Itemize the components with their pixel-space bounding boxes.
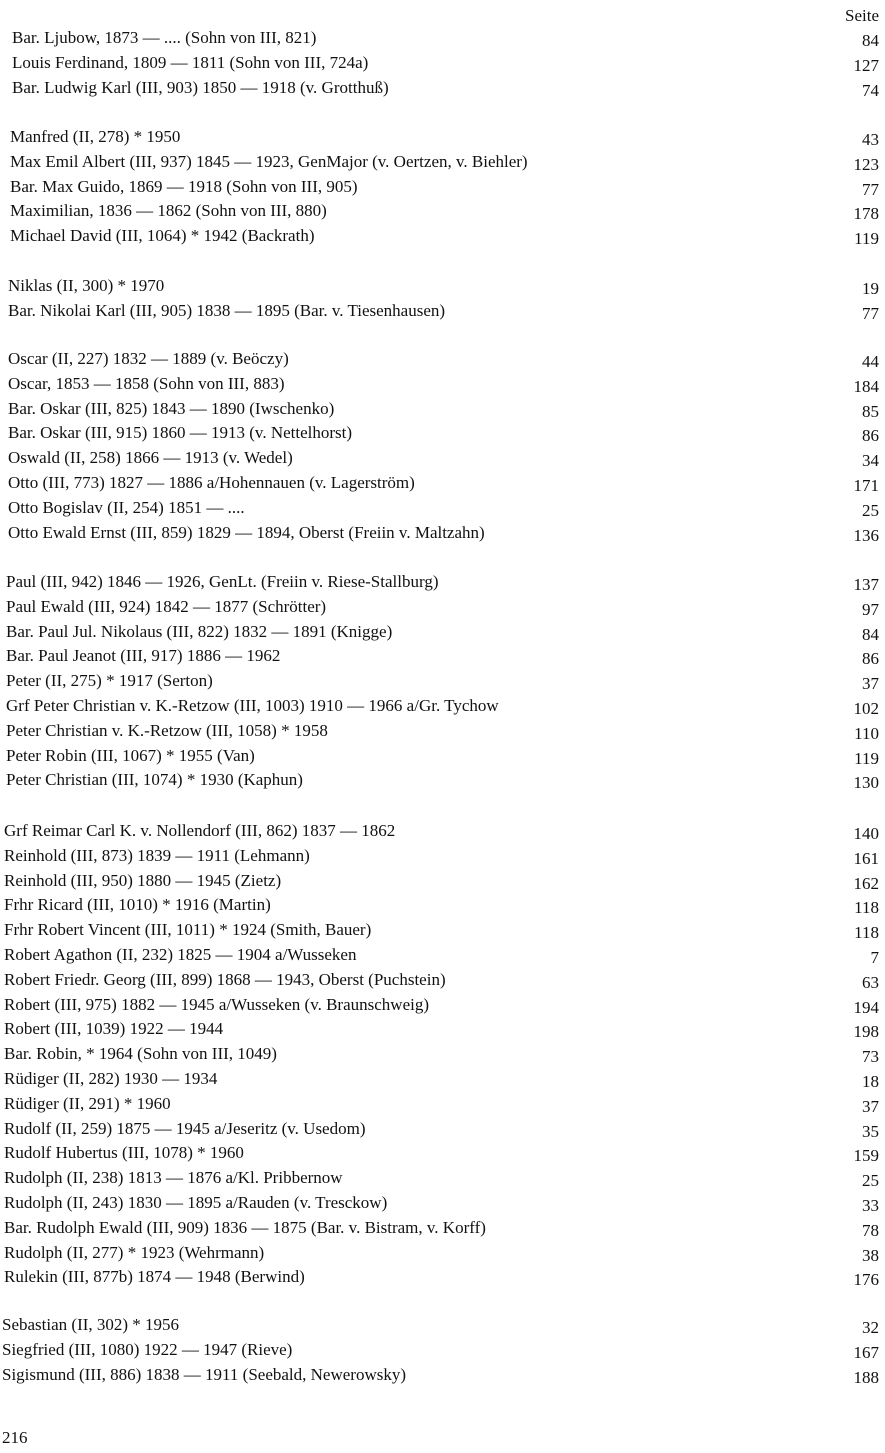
entry-text: Paul Ewald (III, 924) 1842 — 1877 (Schrötter) [6,596,327,616]
entry-text: Louis Ferdinand, 1809 — 1811 (Sohn von III, 724a) [12,52,369,72]
entry-text: Paul (III, 942) 1846 — 1926, GenLt. (Freiin v. Riese-Stallburg) [6,572,439,591]
entry-page-number: 159 [853,1146,879,1166]
index-entry [0,1363,885,1388]
entry-text: Oscar, 1853 — 1858 (Sohn von III, 883) [8,373,285,393]
index-group [0,26,885,100]
index-entry [0,1067,885,1092]
entry-page-number: 188 [853,1367,879,1387]
entry-text: Manfred (II, 278) * 1950 [10,127,181,146]
entry-page-number: 34 [862,451,879,471]
entry-text: Grf Reimar Carl K. v. Nollendorf (III, 862) 1837 — 1862 [4,821,396,840]
entry-page-number: 19 [862,279,879,298]
entry-page-number: 38 [862,1245,879,1265]
index-entry [0,819,885,844]
index-entry [0,1241,885,1266]
entry-text: Otto Bogislav (II, 254) 1851 — .... [8,497,245,517]
entry-text: Bar. Oskar (III, 915) 1860 — 1913 (v. Nettelhorst) [8,423,353,443]
entry-page-number: 7 [870,947,879,967]
entry-page-number: 161 [853,848,879,868]
index-group [0,819,885,1290]
entry-text: Rulekin (III, 877b) 1874 — 1948 (Berwind) [4,1267,305,1287]
entry-page-number: 118 [854,923,879,943]
entry-page-number: 78 [862,1220,879,1240]
entry-page-number: 140 [853,824,879,843]
index-entry [0,869,885,894]
index-entry [0,51,885,76]
entry-page-number: 127 [853,55,879,75]
entry-text: Grf Peter Christian v. K.-Retzow (III, 1003) 1910 — 1966 a/Gr. Tychow [6,695,499,715]
entry-text: Otto Ewald Ernst (III, 859) 1829 — 1894, Oberst (Freiin v. Maltzahn) [8,522,485,542]
entry-page-number: 86 [862,426,879,446]
entry-page-number: 176 [853,1270,879,1290]
index-entry [0,993,885,1018]
entry-text: Bar. Max Guido, 1869 — 1918 (Sohn von III, 905) [10,176,358,196]
index-entry [0,199,885,224]
index-entry [0,644,885,669]
index-entry [0,968,885,993]
entry-text: Frhr Ricard (III, 1010) * 1916 (Martin) [4,895,271,915]
entry-text: Bar. Rudolph Ewald (III, 909) 1836 — 1875 (Bar. v. Bistram, v. Korff) [4,1217,486,1237]
index-entry [0,1141,885,1166]
index-entry [0,1117,885,1142]
entry-text: Niklas (II, 300) * 1970 [8,276,165,295]
entry-page-number: 184 [853,376,879,396]
index-entry [0,150,885,175]
index-entry [0,1092,885,1117]
entry-page-number: 123 [853,154,879,174]
index-entry [0,299,885,324]
entry-page-number: 178 [853,204,879,224]
entry-page-number: 110 [854,723,879,743]
entry-text: Bar. Nikolai Karl (III, 905) 1838 — 1895 (Bar. v. Tiesenhausen) [8,300,446,320]
entry-page-number: 18 [862,1071,879,1091]
index-entry [0,496,885,521]
entry-page-number: 86 [862,649,879,669]
entry-text: Rudolf Hubertus (III, 1078) * 1960 [4,1143,244,1163]
entry-page-number: 119 [854,229,879,249]
entry-page-number: 37 [862,674,879,694]
entry-text: Reinhold (III, 873) 1839 — 1911 (Lehmann) [4,845,310,865]
entry-text: Bar. Ljubow, 1873 — .... (Sohn von III, 821) [12,28,317,47]
index-entry [0,397,885,422]
entry-page-number: 25 [862,1171,879,1191]
entry-page-number: 73 [862,1047,879,1067]
index-entry [0,620,885,645]
entry-text: Frhr Robert Vincent (III, 1011) * 1924 (Smith, Bauer) [4,920,372,940]
index-entry [0,372,885,397]
entry-text: Bar. Paul Jeanot (III, 917) 1886 — 1962 [6,646,281,666]
index-entry [0,893,885,918]
index-group [0,125,885,249]
entry-text: Reinhold (III, 950) 1880 — 1945 (Zietz) [4,870,282,890]
index-entry [0,1265,885,1290]
entry-page-number: 35 [862,1121,879,1141]
entry-page-number: 85 [862,401,879,421]
entry-text: Robert Agathon (II, 232) 1825 — 1904 a/Wusseken [4,944,357,964]
entry-text: Robert Friedr. Georg (III, 899) 1868 — 1943, Oberst (Puchstein) [4,969,446,989]
entry-text: Peter Christian v. K.-Retzow (III, 1058) * 1958 [6,720,328,740]
index-entry [0,744,885,769]
entry-text: Rudolph (II, 238) 1813 — 1876 a/Kl. Pribbernow [4,1168,343,1188]
index-entry [0,125,885,150]
index-entry [0,1042,885,1067]
index-entry [0,768,885,793]
entry-text: Peter Christian (III, 1074) * 1930 (Kaphun) [6,770,303,790]
entry-page-number: 84 [862,624,879,644]
entry-page-number: 136 [853,525,879,545]
entry-text: Bar. Paul Jul. Nikolaus (III, 822) 1832 — 1891 (Knigge) [6,621,393,641]
index-entry [0,274,885,299]
entry-page-number: 97 [862,599,879,619]
entry-text: Peter (II, 275) * 1917 (Serton) [6,671,213,691]
entry-page-number: 194 [853,997,879,1017]
entry-page-number: 63 [862,972,879,992]
entry-page-number: 119 [854,748,879,768]
entry-page-number: 198 [853,1022,879,1042]
entry-page-number: 25 [862,500,879,520]
index-entry [0,694,885,719]
index-entry [0,1338,885,1363]
index-entry [0,1313,885,1338]
page-number: 216 [2,1428,28,1447]
entry-text: Sigismund (III, 886) 1838 — 1911 (Seebald, Newerowsky) [2,1364,406,1384]
index-entry [0,943,885,968]
index-entry [0,570,885,595]
index-entry [0,421,885,446]
entry-text: Sebastian (II, 302) * 1956 [2,1315,180,1334]
entry-text: Robert (III, 975) 1882 — 1945 a/Wusseken (v. Braunschweig) [4,994,429,1014]
entry-text: Siegfried (III, 1080) 1922 — 1947 (Rieve) [2,1339,293,1359]
entry-page-number: 77 [862,303,879,323]
entry-text: Rudolph (II, 277) * 1923 (Wehrmann) [4,1242,265,1262]
index-entry [0,175,885,200]
entry-page-number: 84 [862,31,879,50]
index-entry [0,76,885,101]
entry-text: Rudolph (II, 243) 1830 — 1895 a/Rauden (v. Tresckow) [4,1192,388,1212]
entry-page-number: 74 [862,80,879,100]
entry-page-number: 33 [862,1195,879,1215]
entry-text: Oscar (II, 227) 1832 — 1889 (v. Beöczy) [8,349,289,368]
entry-text: Maximilian, 1836 — 1862 (Sohn von III, 880) [10,201,327,221]
index-entry [0,521,885,546]
entry-page-number: 37 [862,1096,879,1116]
index-entry [0,595,885,620]
entry-text: Bar. Robin, * 1964 (Sohn von III, 1049) [4,1044,277,1064]
index-entry [0,669,885,694]
index-entry [0,471,885,496]
entry-text: Otto (III, 773) 1827 — 1886 a/Hohennauen (v. Lagerström) [8,472,415,492]
index-group [0,570,885,793]
entry-text: Bar. Ludwig Karl (III, 903) 1850 — 1918 (v. Grotthuß) [12,77,389,97]
entry-page-number: 77 [862,179,879,199]
entry-page-number: 162 [853,873,879,893]
entry-text: Robert (III, 1039) 1922 — 1944 [4,1019,224,1039]
index-entry [0,1017,885,1042]
entry-page-number: 137 [853,575,879,594]
index-group [0,274,885,324]
entry-text: Rüdiger (II, 282) 1930 — 1934 [4,1068,218,1088]
entry-page-number: 171 [853,475,879,495]
index-group [0,347,885,545]
entry-text: Rüdiger (II, 291) * 1960 [4,1093,171,1113]
index-entry [0,844,885,869]
index-group [0,1313,885,1387]
index-entry [0,1216,885,1241]
index-entry [0,224,885,249]
entry-text: Rudolf (II, 259) 1875 — 1945 a/Jeseritz (v. Usedom) [4,1118,366,1138]
entry-page-number: 32 [862,1318,879,1337]
index-entry [0,918,885,943]
entry-page-number: 118 [854,898,879,918]
index-entry [0,1166,885,1191]
entry-page-number: 102 [853,698,879,718]
entry-text: Michael David (III, 1064) * 1942 (Backrath) [10,226,315,246]
entry-page-number: 167 [853,1342,879,1362]
entry-text: Peter Robin (III, 1067) * 1955 (Van) [6,745,255,765]
column-header-seite: Seite [845,6,879,25]
entry-text: Oswald (II, 258) 1866 — 1913 (v. Wedel) [8,448,293,468]
entry-page-number: 43 [862,130,879,149]
index-entry [0,446,885,471]
entry-page-number: 44 [862,352,879,371]
index-entry [0,719,885,744]
entry-text: Bar. Oskar (III, 825) 1843 — 1890 (Iwschenko) [8,398,335,418]
index-entry [0,347,885,372]
entry-page-number: 130 [853,773,879,793]
index-entry [0,1191,885,1216]
index-entry [0,26,885,51]
entry-text: Max Emil Albert (III, 937) 1845 — 1923, GenMajor (v. Oertzen, v. Biehler) [10,151,528,171]
